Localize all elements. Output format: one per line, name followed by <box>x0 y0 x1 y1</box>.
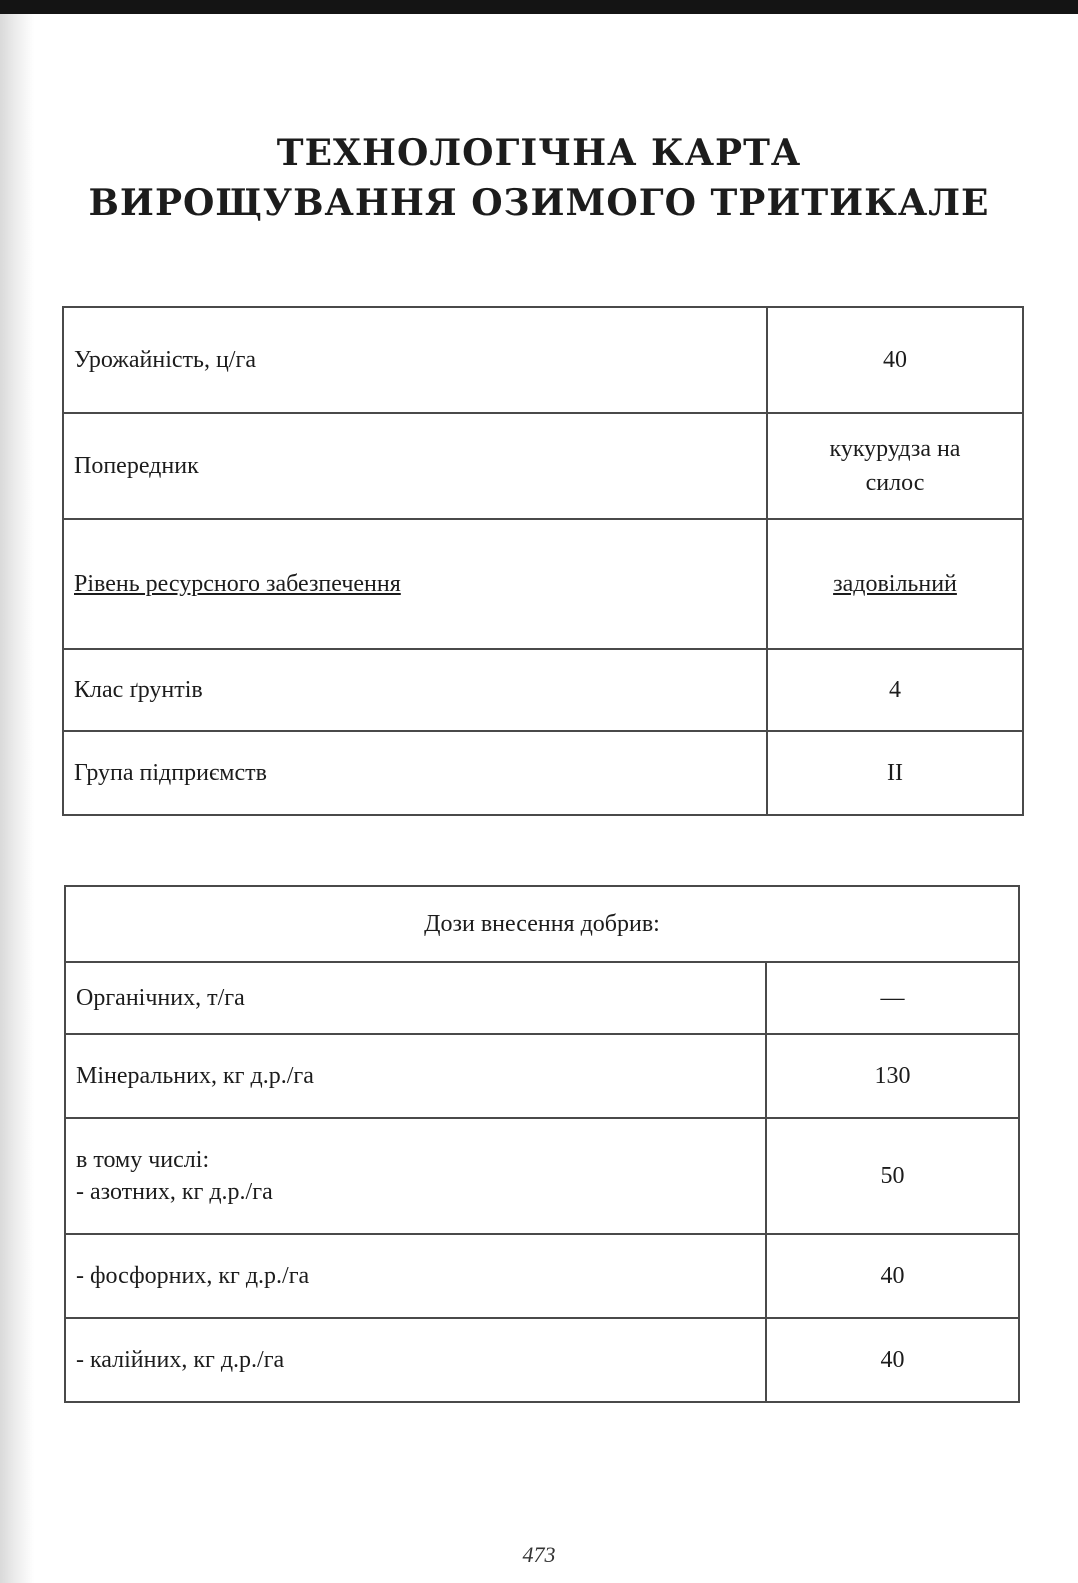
table-row <box>65 1034 1019 1118</box>
top-border-bar <box>0 0 1078 14</box>
title-line-1: ТЕХНОЛОГІЧНА КАРТА <box>276 132 802 174</box>
title-line-2: ВИРОЩУВАННЯ ОЗИМОГО ТРИТИКАЛЕ <box>88 182 990 224</box>
table-row <box>65 1234 1019 1318</box>
enterprise-group-label: Група підприємств <box>63 731 767 815</box>
enterprise-group-value: II <box>767 731 1023 815</box>
table-row <box>65 1318 1019 1402</box>
including-label: в тому числі: <box>76 1147 210 1173</box>
soil-class-label: Клас ґрунтів <box>63 649 767 731</box>
predecessor-label: Попередник <box>63 413 767 519</box>
nitrogen-label <box>65 1118 766 1234</box>
fertilizer-table <box>64 885 1020 1403</box>
soil-class-value: 4 <box>767 649 1023 731</box>
organic-value: — <box>766 962 1019 1034</box>
table-row <box>65 886 1019 962</box>
mineral-value: 130 <box>766 1034 1019 1118</box>
table-row <box>63 731 1023 815</box>
resource-level-label-text: Рівень ресурсного забезпечення <box>74 570 401 597</box>
page-binding-shadow <box>0 0 34 1583</box>
nitrogen-value: 50 <box>766 1118 1019 1234</box>
phosphorus-value: 40 <box>766 1234 1019 1318</box>
page-number: 473 <box>522 1542 556 1567</box>
resource-level-value <box>767 519 1023 649</box>
table-row <box>63 307 1023 413</box>
potassium-value: 40 <box>766 1318 1019 1402</box>
table-row <box>65 962 1019 1034</box>
table-row <box>65 1118 1019 1234</box>
yield-label: Урожайність, ц/га <box>63 307 767 413</box>
predecessor-value-line-1: кукурудза на <box>829 436 961 462</box>
fertilizer-header: Дози внесення добрив: <box>65 886 1019 962</box>
phosphorus-label: - фосфорних, кг д.р./га <box>65 1234 766 1318</box>
yield-value: 40 <box>767 307 1023 413</box>
table-row <box>63 519 1023 649</box>
resource-level-value-text: задовільний <box>833 571 957 597</box>
organic-label: Органічних, т/га <box>65 962 766 1034</box>
predecessor-value <box>767 413 1023 519</box>
potassium-label: - калійних, кг д.р./га <box>65 1318 766 1402</box>
table-row <box>63 413 1023 519</box>
mineral-label: Мінеральних, кг д.р./га <box>65 1034 766 1118</box>
predecessor-value-line-2: силос <box>865 470 925 496</box>
page-title <box>0 128 1078 228</box>
resource-level-label <box>63 519 767 649</box>
nitrogen-label-text: - азотних, кг д.р./га <box>76 1179 273 1205</box>
table-row <box>63 649 1023 731</box>
parameters-table <box>62 306 1024 816</box>
